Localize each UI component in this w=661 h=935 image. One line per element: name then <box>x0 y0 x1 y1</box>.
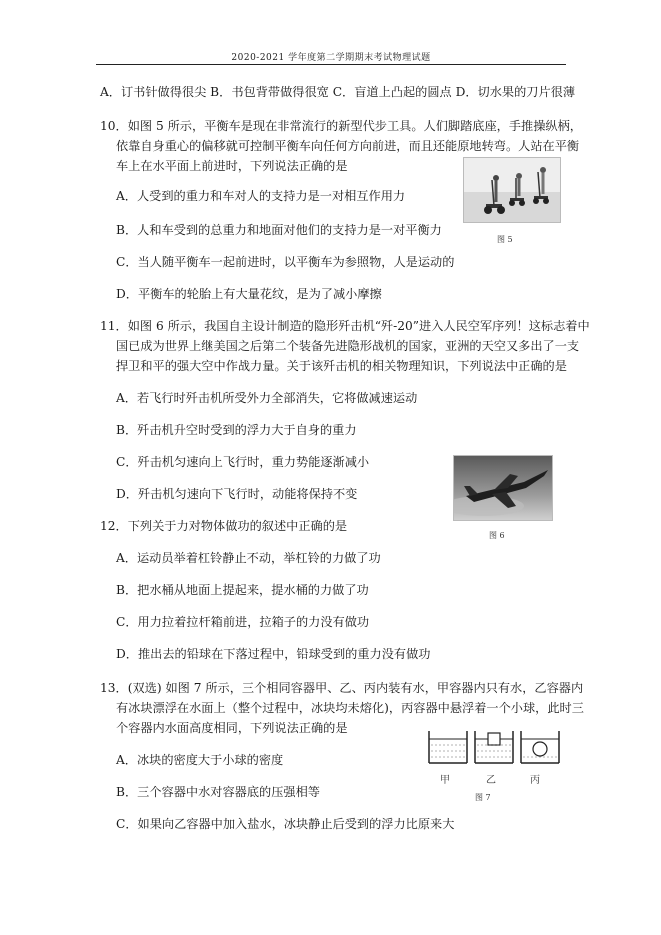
header-divider <box>96 64 566 65</box>
q9-options: A．订书针做得很尖 B．书包背带做得很宽 C．盲道上凸起的圆点 D．切水果的刀片很薄 <box>100 85 576 99</box>
figure-7-label-yi: 乙 <box>486 775 496 786</box>
q12-stem: 12．下列关于力对物体做功的叙述中正确的是 <box>100 519 348 533</box>
q13-stem-line-1: 13．(双选) 如图 7 所示，三个相同容器甲、乙、丙内装有水，甲容器内只有水，乙容器内 <box>100 681 584 695</box>
q13-stem-line-2: 有冰块漂浮在水面上（整个过程中，冰块均未熔化)，丙容器中悬浮着一个小球，此时三 <box>116 701 584 715</box>
q11-stem-line-1: 11．如图 6 所示，我国自主设计制造的隐形歼击机“歼-20”进入人民空军序列！这标志着中 <box>100 319 590 333</box>
q10-option-c: C．当人随平衡车一起前进时，以平衡车为参照物，人是运动的 <box>116 255 455 269</box>
container-yi <box>475 731 513 763</box>
q10-stem-line-2: 依靠自身重心的偏移就可控制平衡车向任何方向前进，而且还能原地转弯。人站在平衡 <box>116 139 580 153</box>
container-bing <box>521 731 559 763</box>
figure-6-caption: 图 6 <box>489 531 505 540</box>
q11-option-a: A．若飞行时歼击机所受外力全部消失，它将做减速运动 <box>116 391 418 405</box>
q13-option-b: B．三个容器中水对容器底的压强相等 <box>116 785 320 799</box>
q10-option-a: A．人受到的重力和车对人的支持力是一对相互作用力 <box>116 189 406 203</box>
figure-5-balance-scooter-photo <box>463 157 561 223</box>
q13-option-a: A．冰块的密度大于小球的密度 <box>116 753 284 767</box>
q10-stem-line-1: 10．如图 5 所示，平衡车是现在非常流行的新型代步工具。人们脚踏底座，手推操纵柄， <box>100 119 582 133</box>
q12-option-a: A．运动员举着杠铃静止不动，举杠铃的力做了功 <box>116 551 381 565</box>
q13-option-c: C．如果向乙容器中加入盐水，冰块静止后受到的浮力比原来大 <box>116 817 455 831</box>
q13-stem-line-3: 个容器内水面高度相同，下列说法正确的是 <box>116 721 348 735</box>
q12-option-c: C．用力拉着拉杆箱前进，拉箱子的力没有做功 <box>116 615 370 629</box>
q12-option-d: D．推出去的铅球在下落过程中，铅球受到的重力没有做功 <box>116 647 431 661</box>
figure-7-caption: 图 7 <box>475 793 491 802</box>
page-header: 2020-2021 学年度第二学期期末考试物理试题 <box>231 53 431 63</box>
figure-6-jet-fighter-photo <box>453 455 553 521</box>
figure-5-caption: 图 5 <box>497 235 513 244</box>
q11-stem-line-3: 捍卫和平的强大空中作战力量。关于该歼击机的相关物理知识，下列说法中正确的是 <box>116 359 567 373</box>
q10-stem-line-3: 车上在水平面上前进时，下列说法正确的是 <box>116 159 348 173</box>
q11-option-c: C．歼击机匀速向上飞行时，重力势能逐渐减小 <box>116 455 370 469</box>
container-jia <box>429 731 467 763</box>
q11-option-b: B．歼击机升空时受到的浮力大于自身的重力 <box>116 423 357 437</box>
q12-option-b: B．把水桶从地面上提起来，提水桶的力做了功 <box>116 583 369 597</box>
q10-option-d: D．平衡车的轮胎上有大量花纹，是为了减小摩擦 <box>116 287 382 301</box>
q11-stem-line-2: 国已成为世界上继美国之后第二个装备先进隐形战机的国家，亚洲的天空又多出了一支 <box>116 339 580 353</box>
figure-7-containers-diagram <box>425 727 565 767</box>
q10-option-b: B．人和车受到的总重力和地面对他们的支持力是一对平衡力 <box>116 223 442 237</box>
q11-option-d: D．歼击机匀速向下飞行时，动能将保持不变 <box>116 487 358 501</box>
figure-7-label-bing: 丙 <box>530 775 540 786</box>
figure-7-label-jia: 甲 <box>440 775 450 786</box>
